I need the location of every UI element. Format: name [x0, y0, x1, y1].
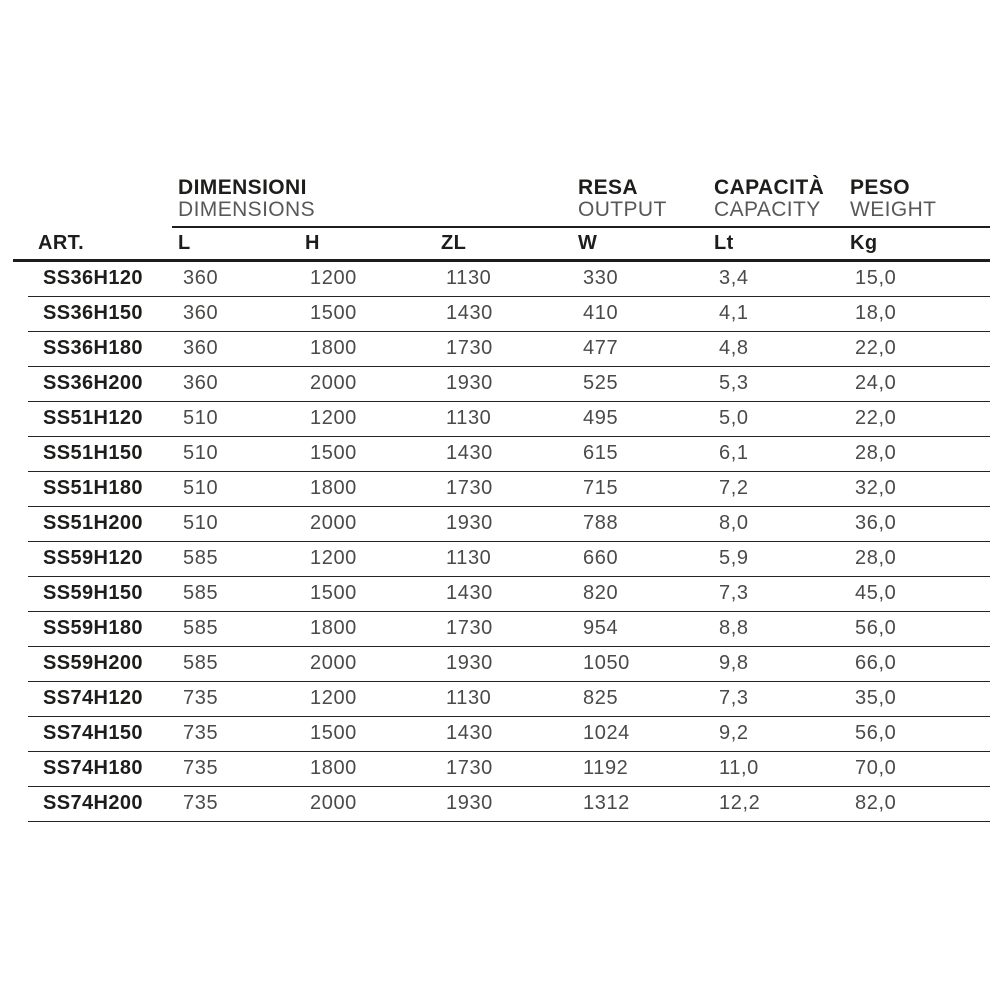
value-cell: 1500 — [310, 582, 357, 604]
table-column-header-row — [28, 228, 990, 259]
value-cell: 1800 — [310, 337, 357, 359]
value-cell: 2000 — [310, 792, 357, 814]
value-cell: 66,0 — [855, 652, 897, 674]
group-dimensions-primary: DIMENSIONI — [178, 176, 307, 199]
table-row — [28, 402, 990, 437]
art-code: SS36H120 — [43, 267, 143, 289]
value-cell: 1800 — [310, 617, 357, 639]
value-cell: 4,1 — [719, 302, 749, 324]
value-cell: 360 — [183, 372, 219, 394]
value-cell: 24,0 — [855, 372, 897, 394]
table-row — [28, 612, 990, 647]
value-cell: 36,0 — [855, 512, 897, 534]
value-cell: 1130 — [446, 547, 492, 569]
table-row — [28, 437, 990, 472]
art-code: SS74H120 — [43, 687, 143, 709]
group-capacity-primary: CAPACITÀ — [714, 176, 825, 199]
column-header-lt: Lt — [714, 232, 734, 254]
value-cell: 1130 — [446, 267, 492, 289]
value-cell: 35,0 — [855, 687, 897, 709]
value-cell: 15,0 — [855, 267, 897, 289]
value-cell: 22,0 — [855, 407, 897, 429]
value-cell: 330 — [583, 267, 619, 289]
table-row — [28, 787, 990, 822]
table-row — [28, 752, 990, 787]
value-cell: 28,0 — [855, 547, 897, 569]
value-cell: 2000 — [310, 652, 357, 674]
art-code: SS74H150 — [43, 722, 143, 744]
value-cell: 5,0 — [719, 407, 749, 429]
group-weight — [850, 176, 990, 226]
group-dimensions — [178, 176, 578, 226]
value-cell: 735 — [183, 792, 219, 814]
art-code: SS36H180 — [43, 337, 143, 359]
value-cell: 510 — [183, 512, 219, 534]
value-cell: 510 — [183, 442, 219, 464]
value-cell: 1500 — [310, 722, 357, 744]
group-dimensions-secondary: DIMENSIONS — [178, 198, 316, 221]
art-code: SS74H180 — [43, 757, 143, 779]
table-row — [28, 367, 990, 402]
value-cell: 3,4 — [719, 267, 749, 289]
value-cell: 6,1 — [719, 442, 749, 464]
spec-table — [13, 176, 990, 822]
value-cell: 1930 — [446, 372, 493, 394]
table-row — [28, 682, 990, 717]
value-cell: 715 — [583, 477, 619, 499]
value-cell: 788 — [583, 512, 619, 534]
value-cell: 18,0 — [855, 302, 897, 324]
value-cell: 9,8 — [719, 652, 749, 674]
value-cell: 7,3 — [719, 687, 749, 709]
value-cell: 5,9 — [719, 547, 749, 569]
group-capacity-secondary: CAPACITY — [714, 198, 821, 221]
art-code: SS59H180 — [43, 617, 143, 639]
column-header-art: ART. — [38, 232, 85, 254]
art-code: SS51H200 — [43, 512, 143, 534]
value-cell: 32,0 — [855, 477, 897, 499]
value-cell: 1930 — [446, 652, 493, 674]
value-cell: 11,0 — [719, 757, 759, 779]
value-cell: 2000 — [310, 372, 357, 394]
value-cell: 510 — [183, 477, 219, 499]
group-output — [578, 176, 714, 226]
art-code: SS51H180 — [43, 477, 143, 499]
art-code: SS51H120 — [43, 407, 143, 429]
value-cell: 12,2 — [719, 792, 761, 814]
value-cell: 954 — [583, 617, 619, 639]
value-cell: 585 — [183, 652, 219, 674]
value-cell: 1130 — [446, 687, 492, 709]
table-row — [28, 577, 990, 612]
value-cell: 1430 — [446, 302, 493, 324]
art-code: SS74H200 — [43, 792, 143, 814]
value-cell: 735 — [183, 757, 219, 779]
art-code: SS59H200 — [43, 652, 143, 674]
table-row — [28, 472, 990, 507]
value-cell: 585 — [183, 547, 219, 569]
value-cell: 1930 — [446, 792, 493, 814]
value-cell: 82,0 — [855, 792, 897, 814]
value-cell: 410 — [583, 302, 619, 324]
column-header-l: L — [178, 232, 191, 254]
value-cell: 360 — [183, 267, 219, 289]
art-code: SS51H150 — [43, 442, 143, 464]
value-cell: 495 — [583, 407, 619, 429]
value-cell: 5,3 — [719, 372, 749, 394]
value-cell: 45,0 — [855, 582, 897, 604]
value-cell: 4,8 — [719, 337, 749, 359]
column-header-kg: Kg — [850, 232, 878, 254]
value-cell: 1200 — [310, 687, 357, 709]
value-cell: 1430 — [446, 582, 493, 604]
value-cell: 1730 — [446, 477, 493, 499]
table-row — [28, 332, 990, 367]
art-code: SS36H150 — [43, 302, 143, 324]
value-cell: 2000 — [310, 512, 357, 534]
value-cell: 585 — [183, 617, 219, 639]
table-row — [28, 297, 990, 332]
table-body — [13, 262, 990, 822]
value-cell: 510 — [183, 407, 219, 429]
value-cell: 22,0 — [855, 337, 897, 359]
value-cell: 735 — [183, 687, 219, 709]
value-cell: 8,8 — [719, 617, 749, 639]
value-cell: 1050 — [583, 652, 630, 674]
value-cell: 825 — [583, 687, 619, 709]
value-cell: 1430 — [446, 722, 493, 744]
table-row — [28, 647, 990, 682]
value-cell: 9,2 — [719, 722, 749, 744]
group-output-secondary: OUTPUT — [578, 198, 667, 221]
group-output-primary: RESA — [578, 176, 638, 199]
group-weight-secondary: WEIGHT — [850, 198, 937, 221]
group-capacity — [714, 176, 850, 226]
value-cell: 1200 — [310, 547, 357, 569]
art-code: SS36H200 — [43, 372, 143, 394]
value-cell: 1200 — [310, 407, 357, 429]
value-cell: 615 — [583, 442, 619, 464]
value-cell: 70,0 — [855, 757, 897, 779]
value-cell: 1200 — [310, 267, 357, 289]
value-cell: 7,3 — [719, 582, 749, 604]
value-cell: 28,0 — [855, 442, 897, 464]
value-cell: 1500 — [310, 442, 357, 464]
value-cell: 360 — [183, 337, 219, 359]
value-cell: 660 — [583, 547, 619, 569]
table-row — [28, 507, 990, 542]
value-cell: 56,0 — [855, 722, 897, 744]
value-cell: 56,0 — [855, 617, 897, 639]
value-cell: 1130 — [446, 407, 492, 429]
table-row — [28, 542, 990, 577]
value-cell: 1730 — [446, 337, 493, 359]
value-cell: 8,0 — [719, 512, 749, 534]
table-group-header-row — [28, 176, 990, 226]
value-cell: 360 — [183, 302, 219, 324]
value-cell: 1024 — [583, 722, 630, 744]
table-row — [28, 262, 990, 297]
group-weight-primary: PESO — [850, 176, 910, 199]
column-header-h: H — [305, 232, 320, 254]
value-cell: 525 — [583, 372, 619, 394]
value-cell: 735 — [183, 722, 219, 744]
column-header-zl: ZL — [441, 232, 467, 254]
value-cell: 477 — [583, 337, 619, 359]
value-cell: 1800 — [310, 477, 357, 499]
value-cell: 1500 — [310, 302, 357, 324]
column-header-w: W — [578, 232, 598, 254]
value-cell: 1800 — [310, 757, 357, 779]
value-cell: 1730 — [446, 757, 493, 779]
value-cell: 585 — [183, 582, 219, 604]
table-row — [28, 717, 990, 752]
art-code: SS59H150 — [43, 582, 143, 604]
value-cell: 1192 — [583, 757, 629, 779]
art-code: SS59H120 — [43, 547, 143, 569]
value-cell: 1430 — [446, 442, 493, 464]
value-cell: 1312 — [583, 792, 630, 814]
value-cell: 1930 — [446, 512, 493, 534]
value-cell: 1730 — [446, 617, 493, 639]
value-cell: 820 — [583, 582, 619, 604]
value-cell: 7,2 — [719, 477, 749, 499]
